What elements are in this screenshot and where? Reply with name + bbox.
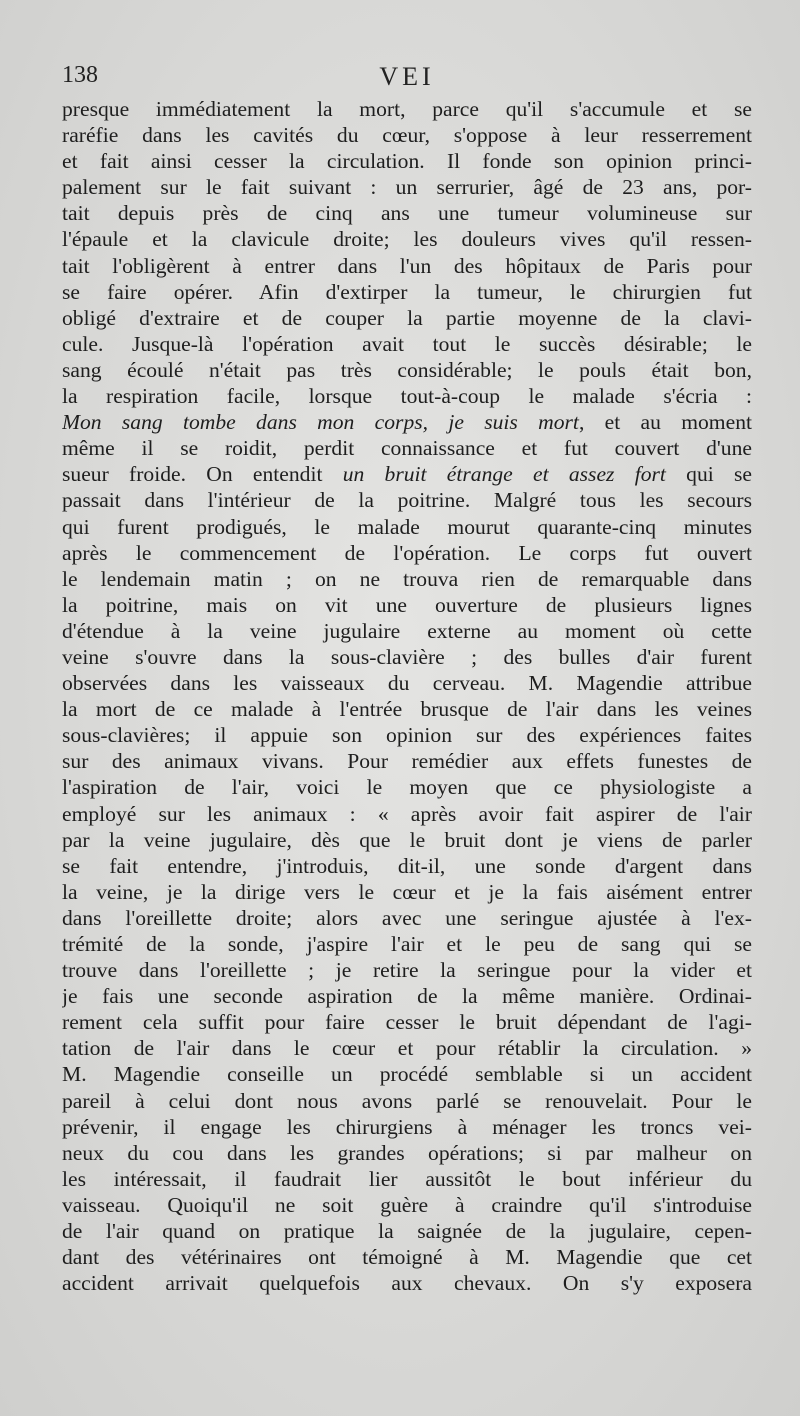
text-line: d'étendue à la veine jugulaire externe au moment où cette xyxy=(62,618,752,643)
text-line: trouve dans l'oreillette ; je retire la seringue pour la vider et xyxy=(62,958,752,983)
text-line: la respiration facile, lorsque tout-à-coup le malade s'écria : xyxy=(62,384,752,409)
text-line: tation de l'air dans le cœur et pour rétablir la circulation. » xyxy=(62,1036,752,1061)
text-line: sous-clavières; il appuie son opinion sur des expériences faites xyxy=(62,723,752,748)
text-line: raréfie dans les cavités du cœur, s'oppose à leur resserrement xyxy=(62,123,752,148)
page-number: 138 xyxy=(62,62,98,88)
text-line: après le commencement de l'opération. Le corps fut ouvert xyxy=(62,540,752,565)
text-line: le lendemain matin ; on ne trouva rien de remarquable dans xyxy=(62,566,752,591)
text-line: trémité de la sonde, j'aspire l'air et le peu de sang qui se xyxy=(62,932,752,956)
text-line: prévenir, il engage les chirurgiens à ménager les troncs vei- xyxy=(62,1114,752,1139)
text-line: sur des animaux vivans. Pour remédier aux effets funestes de xyxy=(62,749,752,774)
italic-quote: Mon sang tombe dans mon corps, je suis mort xyxy=(62,410,579,435)
text-segment: sueur froide. On entendit xyxy=(62,462,343,487)
text-line: la veine, je la dirige vers le cœur et je la fais aisément entrer xyxy=(62,879,752,904)
text-line: l'épaule et la clavicule droite; les douleurs vives qu'il ressen- xyxy=(62,227,752,252)
text-line: passait dans l'intérieur de la poitrine. Malgré tous les secours xyxy=(62,488,752,513)
page-header xyxy=(62,62,752,94)
text-segment: , et au moment xyxy=(578,410,752,435)
text-line: se faire opérer. Afin d'extirper la tumeur, le chirurgien fut xyxy=(62,279,752,304)
text-line: rement cela suffit pour faire cesser le bruit dépendant de l'agi- xyxy=(62,1010,752,1035)
text-line: sang écoulé n'était pas très considérable; le pouls était bon, xyxy=(62,357,752,382)
text-line: se fait entendre, j'introduis, dit-il, une sonde d'argent dans xyxy=(62,853,752,878)
italic-quote: un bruit étrange et assez fort xyxy=(342,462,666,487)
text-line: je fais une seconde aspiration de la même manière. Ordinai- xyxy=(62,984,752,1009)
text-line: pareil à celui dont nous avons parlé se renouvelait. Pour le xyxy=(62,1088,752,1113)
text-line: dant des vétérinaires ont témoigné à M. Magendie que cet xyxy=(62,1245,752,1270)
text-line: accident arrivait quelquefois aux chevaux. On s'y exposera xyxy=(62,1271,752,1296)
text-line: dans l'oreillette droite; alors avec une seringue ajustée à l'ex- xyxy=(62,905,752,930)
text-line: presque immédiatement la mort, parce qu'il s'accumule et se xyxy=(62,97,752,121)
body-text xyxy=(62,96,752,1296)
text-line: de l'air quand on pratique la saignée de la jugulaire, cepen- xyxy=(62,1219,752,1244)
text-line: les intéressait, il faudrait lier aussitôt le bout inférieur du xyxy=(62,1166,752,1191)
text-line: veine s'ouvre dans la sous-clavière ; des bulles d'air furent xyxy=(62,644,752,669)
text-line xyxy=(62,409,752,435)
text-line: et fait ainsi cesser la circulation. Il fonde son opinion princi- xyxy=(62,149,752,174)
text-line: palement sur le fait suivant : un serrurier, âgé de 23 ans, por- xyxy=(62,175,752,200)
text-line: M. Magendie conseille un procédé semblable si un accident xyxy=(62,1062,752,1087)
text-segment: qui se xyxy=(665,462,752,487)
text-line: tait depuis près de cinq ans une tumeur volumineuse sur xyxy=(62,201,752,226)
text-line: par la veine jugulaire, dès que le bruit dont je viens de parler xyxy=(62,827,752,852)
text-line xyxy=(62,461,752,487)
text-line: obligé d'extraire et de couper la partie moyenne de la clavi- xyxy=(62,305,752,330)
text-line: l'aspiration de l'air, voici le moyen que ce physiologiste a xyxy=(62,775,752,800)
text-line: qui furent prodigués, le malade mourut quarante-cinq minutes xyxy=(62,514,752,539)
text-line: observées dans les vaisseaux du cerveau. M. Magendie attribue xyxy=(62,671,752,696)
text-line: même il se roidit, perdit connaissance et fut couvert d'une xyxy=(62,436,752,461)
text-line: employé sur les animaux : « après avoir fait aspirer de l'air xyxy=(62,801,752,826)
running-head: VEI xyxy=(379,62,435,91)
text-line: vaisseau. Quoiqu'il ne soit guère à craindre qu'il s'introduise xyxy=(62,1192,752,1217)
text-line: tait l'obligèrent à entrer dans l'un des hôpitaux de Paris pour xyxy=(62,253,752,278)
text-line: neux du cou dans les grandes opérations; si par malheur on xyxy=(62,1140,752,1165)
text-line: cule. Jusque-là l'opération avait tout le succès désirable; le xyxy=(62,331,752,356)
text-line: la poitrine, mais on vit une ouverture de plusieurs lignes xyxy=(62,592,752,617)
text-line: la mort de ce malade à l'entrée brusque de l'air dans les veines xyxy=(62,697,752,722)
